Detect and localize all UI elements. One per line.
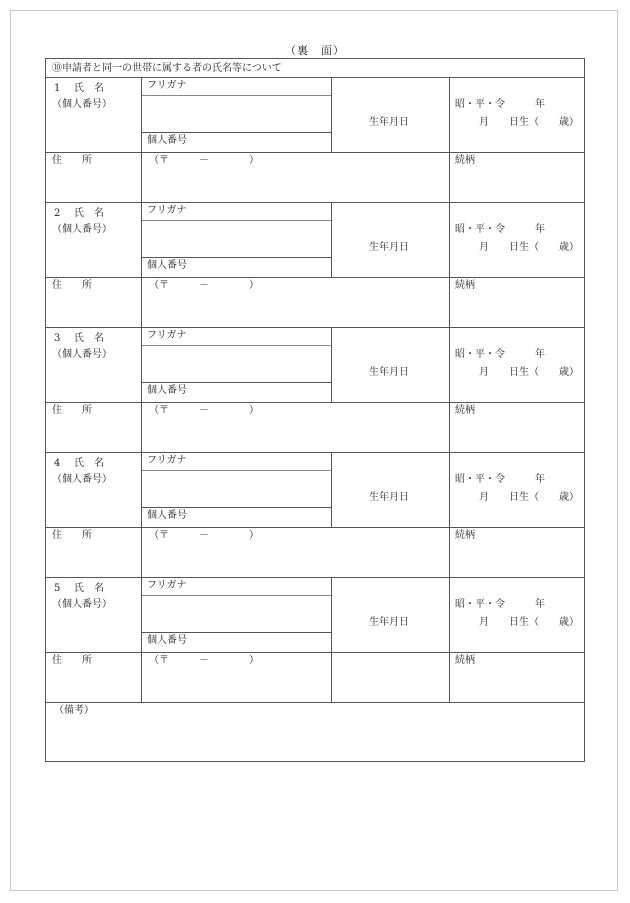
block-divider [46,577,584,578]
birth-date-label: 生年月日 [369,117,409,128]
month-day-line: 月 日生（ 歳） [479,117,579,128]
individual-number-paren-label: （個人番号） [52,474,112,485]
col-divider [331,327,332,402]
address-input[interactable] [142,170,449,200]
furigana-label: フリガナ [147,580,187,591]
month-day-line: 月 日生（ 歳） [479,367,579,378]
col-divider [331,202,332,277]
address-input[interactable] [142,670,449,700]
individual-number-input[interactable] [201,633,330,651]
individual-number-paren-label: （個人番号） [52,224,112,235]
relationship-label: 続柄 [455,530,475,541]
row-divider [46,652,584,653]
postal-label: （〒 － ） [149,155,259,166]
relationship-input[interactable] [450,295,584,325]
address-label: 住 所 [52,655,92,666]
furigana-label: フリガナ [147,455,187,466]
individual-number-label: 個人番号 [147,510,187,521]
era-line: 昭・平・令 年 [455,474,545,485]
block-divider [46,202,584,203]
month-day-line: 月 日生（ 歳） [479,492,579,503]
individual-number-input[interactable] [201,508,330,526]
name-label: 氏 名 [74,333,104,344]
era-line: 昭・平・令 年 [455,224,545,235]
individual-number-input[interactable] [201,383,330,401]
person-number: 1 [54,83,61,94]
relationship-input[interactable] [450,170,584,200]
address-input[interactable] [142,545,449,575]
individual-number-paren-label: （個人番号） [52,349,112,360]
name-label: 氏 名 [74,583,104,594]
person-number: 4 [54,458,61,469]
postal-label: （〒 － ） [149,655,259,666]
name-label: 氏 名 [74,208,104,219]
furigana-label: フリガナ [147,80,187,91]
relationship-input[interactable] [450,420,584,450]
col-divider [331,452,332,527]
individual-number-input[interactable] [201,258,330,276]
furigana-label: フリガナ [147,205,187,216]
address-input[interactable] [142,295,449,325]
name-input[interactable] [142,96,331,131]
relationship-input[interactable] [450,545,584,575]
address-input[interactable] [142,420,449,450]
name-input[interactable] [142,346,331,381]
individual-number-input[interactable] [201,133,330,151]
era-line: 昭・平・令 年 [455,349,545,360]
page-title: （裏 面） [285,44,345,57]
person-number: 3 [54,333,61,344]
individual-number-label: 個人番号 [147,135,187,146]
postal-label: （〒 － ） [149,405,259,416]
month-day-line: 月 日生（ 歳） [479,617,579,628]
individual-number-paren-label: （個人番号） [52,99,112,110]
section-title: ⑩申請者と同一の世帯に属する者の氏名等について [52,63,282,74]
postal-label: （〒 － ） [149,280,259,291]
col-divider [331,77,332,152]
header-divider [46,77,584,78]
block-divider [46,452,584,453]
name-label: 氏 名 [74,83,104,94]
address-label: 住 所 [52,405,92,416]
birth-date-label: 生年月日 [369,367,409,378]
relationship-input[interactable] [450,670,584,700]
address-label: 住 所 [52,155,92,166]
name-input[interactable] [142,221,331,256]
address-label: 住 所 [52,530,92,541]
relationship-label: 続柄 [455,155,475,166]
person-number: 5 [54,583,61,594]
relationship-label: 続柄 [455,405,475,416]
relationship-label: 続柄 [455,655,475,666]
row-divider [46,277,584,278]
individual-number-label: 個人番号 [147,635,187,646]
birth-date-label: 生年月日 [369,617,409,628]
era-line: 昭・平・令 年 [455,99,545,110]
birth-date-label: 生年月日 [369,242,409,253]
row-divider [46,152,584,153]
name-input[interactable] [142,596,331,631]
postal-label: （〒 － ） [149,530,259,541]
block-divider [46,327,584,328]
era-line: 昭・平・令 年 [455,599,545,610]
address-label: 住 所 [52,280,92,291]
remarks-label: （備考） [54,705,94,716]
name-label: 氏 名 [74,458,104,469]
birth-date-label: 生年月日 [369,492,409,503]
month-day-line: 月 日生（ 歳） [479,242,579,253]
furigana-label: フリガナ [147,330,187,341]
row-divider [46,402,584,403]
name-input[interactable] [142,471,331,506]
row-divider [46,527,584,528]
person-number: 2 [54,208,61,219]
household-members-form [45,58,585,762]
individual-number-label: 個人番号 [147,260,187,271]
individual-number-paren-label: （個人番号） [52,599,112,610]
relationship-label: 続柄 [455,280,475,291]
remarks-field[interactable] [46,703,584,761]
individual-number-label: 個人番号 [147,385,187,396]
